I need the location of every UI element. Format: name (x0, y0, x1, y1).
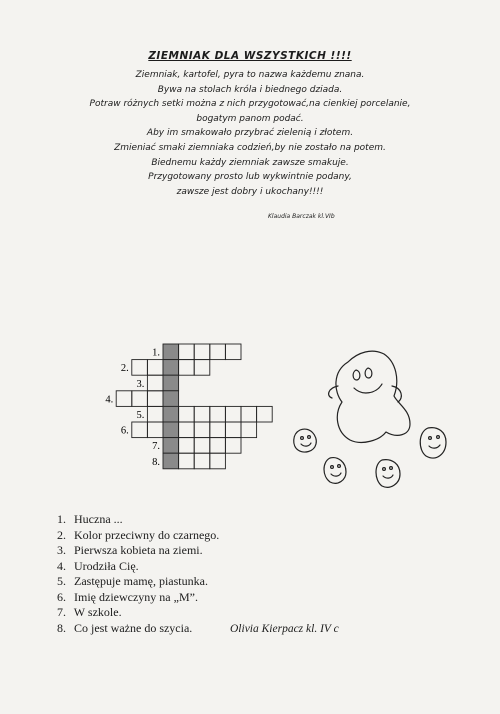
poem-line: Biednemu każdy ziemniak zawsze smakuje. (151, 157, 349, 168)
clue-number: 7. (57, 605, 66, 619)
poem-line: Ziemniak, kartofel, pyra to nazwa każdemu znana. (135, 70, 365, 80)
poem-line: bogatym panom podać. (196, 113, 304, 124)
clue-item (57, 543, 219, 559)
crossword-row-number: 4. (105, 394, 114, 406)
poem-line: Zmieniać smaki ziemniaka codzień,by nie zostało na potem. (114, 142, 386, 153)
clues-author: Olivia Kierpacz kl. IV c (230, 623, 339, 635)
poem-line: Bywa na stolach króla i biednego dziada. (157, 84, 343, 95)
small-potato (420, 428, 446, 458)
poem-author: Klaudia Barczak kl.VIb (268, 213, 335, 220)
big-potato-smile (354, 384, 382, 393)
clue-item (57, 590, 219, 606)
clue-text: W szkole. (73, 605, 122, 619)
clue-text: Imię dziewczyny na „M”. (74, 589, 198, 604)
clue-list (57, 512, 219, 636)
clue-item (57, 528, 219, 544)
clue-number: 1. (57, 512, 66, 526)
poem-line: Aby im smakowało przybrać zielenią i złotem. (146, 128, 354, 139)
big-potato-body (336, 351, 410, 442)
clue-text: Kolor przeciwny do czarnego. (74, 527, 220, 542)
clue-number: 3. (57, 543, 66, 557)
crossword-row-number: 8. (152, 456, 160, 468)
crossword-row-number: 1. (152, 347, 160, 359)
poem-line: zawsze jest dobry i ukochany!!!! (176, 186, 324, 197)
poem-line: Potraw różnych setki można z nich przygotować,na cienkiej porcelanie, (89, 99, 411, 110)
big-potato-eye (365, 368, 372, 378)
clue-text: Zastępuje mamę, piastunka. (74, 574, 208, 588)
clue-number: 5. (57, 574, 66, 588)
clue-item (57, 574, 219, 590)
clue-item (57, 621, 219, 637)
crossword-row-number: 3. (136, 378, 145, 390)
clue-text: Co jest ważne do szycia. (74, 620, 193, 635)
clue-number: 6. (57, 589, 66, 604)
crossword-row-number: 6. (120, 425, 129, 437)
clue-item (57, 605, 219, 621)
crossword-row-number: 2. (120, 363, 129, 375)
crossword-row-number: 5. (136, 410, 145, 421)
small-potato (294, 429, 317, 452)
crossword-row-number: 7. (152, 441, 160, 453)
small-potato (324, 458, 346, 484)
clue-item (57, 559, 219, 575)
clue-number: 4. (57, 558, 66, 573)
clue-text: Pierwsza kobieta na ziemi. (74, 543, 203, 557)
clue-number: 8. (57, 620, 66, 635)
poem-line: Przygotowany prosto lub wykwintnie podany, (148, 172, 352, 183)
clue-number: 2. (57, 527, 66, 542)
small-potato (376, 460, 400, 488)
big-potato-eye (353, 370, 360, 380)
clue-text: Urodziła Cię. (74, 558, 139, 573)
poem-title: ZIEMNIAK DLA WSZYSTKICH !!!! (148, 50, 352, 62)
clue-text: Huczna ... (74, 512, 123, 526)
clue-item (57, 512, 219, 528)
